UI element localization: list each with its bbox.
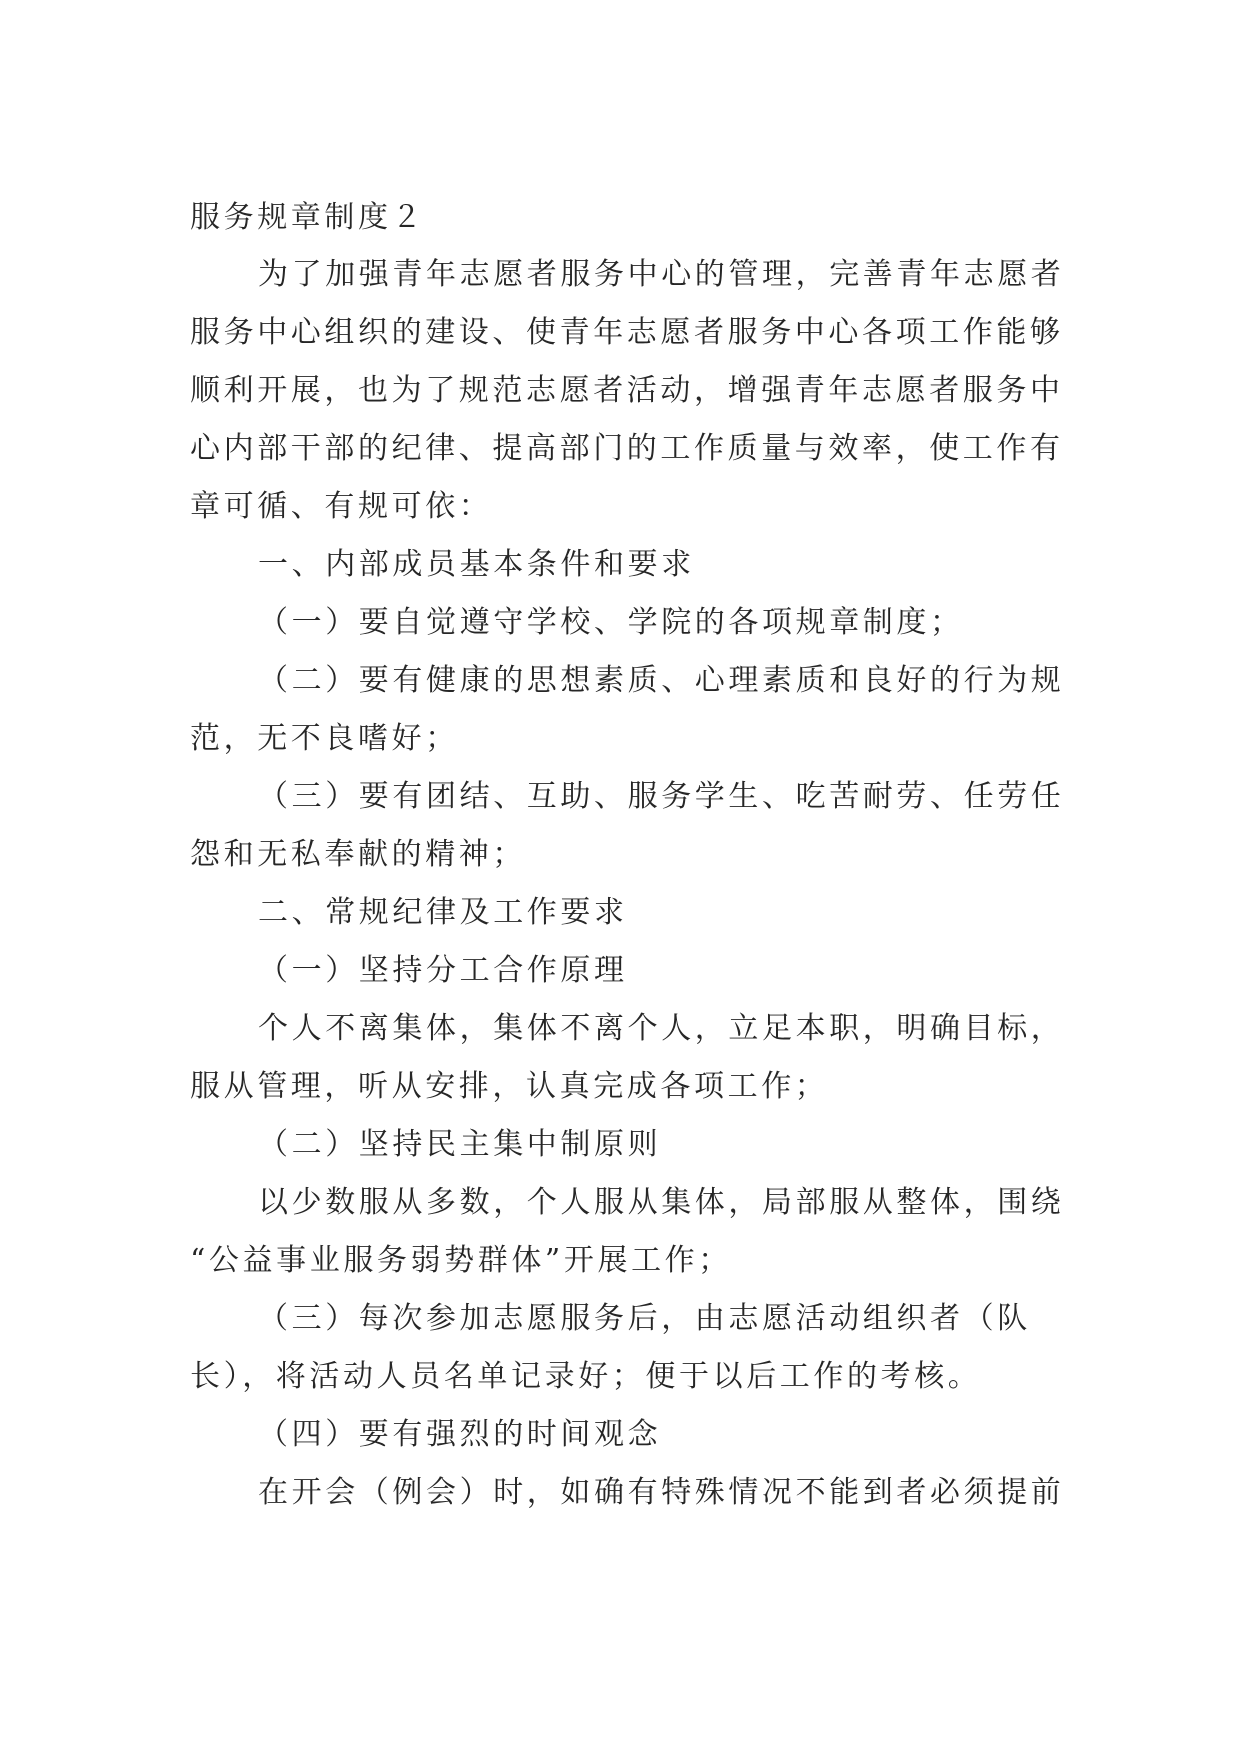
document-title: 服务规章制度２ xyxy=(190,200,426,235)
paragraph-line: 怨和无私奉献的精神； xyxy=(190,837,526,872)
paragraph-line: 章可循、有规可依： xyxy=(190,489,493,524)
paragraph-line: 以少数服从多数，个人服从集体，局部服从整体，围绕 xyxy=(258,1185,1065,1220)
paragraph-line: （二）要有健康的思想素质、心理素质和良好的行为规 xyxy=(258,663,1065,698)
section-heading: 二、常规纪律及工作要求 xyxy=(258,895,628,930)
paragraph-line: “公益事业服务弱势群体”开展工作； xyxy=(190,1243,732,1278)
subsection-heading: （四）要有强烈的时间观念 xyxy=(258,1417,662,1452)
subsection-heading: （二）坚持民主集中制原则 xyxy=(258,1127,662,1162)
paragraph-line: 个人不离集体，集体不离个人，立足本职，明确目标， xyxy=(258,1011,1065,1046)
section-heading: 一、内部成员基本条件和要求 xyxy=(258,547,695,582)
paragraph-line: 服从管理，听从安排，认真完成各项工作； xyxy=(190,1069,829,1104)
paragraph-line: 在开会（例会）时，如确有特殊情况不能到者必须提前 xyxy=(258,1475,1065,1510)
paragraph-line: 心内部干部的纪律、提高部门的工作质量与效率，使工作有 xyxy=(190,431,1064,466)
paragraph-line: 服务中心组织的建设、使青年志愿者服务中心各项工作能够 xyxy=(190,315,1064,350)
subsection-heading: （一）坚持分工合作原理 xyxy=(258,953,628,988)
paragraph-line: （三）要有团结、互助、服务学生、吃苦耐劳、任劳任 xyxy=(258,779,1065,814)
paragraph-line: 为了加强青年志愿者服务中心的管理，完善青年志愿者 xyxy=(258,257,1065,292)
paragraph-line: 长），将活动人员名单记录好；便于以后工作的考核。 xyxy=(190,1359,982,1394)
paragraph-line: 顺利开展，也为了规范志愿者活动，增强青年志愿者服务中 xyxy=(190,373,1064,408)
paragraph-line: （三）每次参加志愿服务后，由志愿活动组织者（队 xyxy=(258,1301,1031,1336)
paragraph-line: （一）要自觉遵守学校、学院的各项规章制度； xyxy=(258,605,964,640)
paragraph-line: 范，无不良嗜好； xyxy=(190,721,459,756)
